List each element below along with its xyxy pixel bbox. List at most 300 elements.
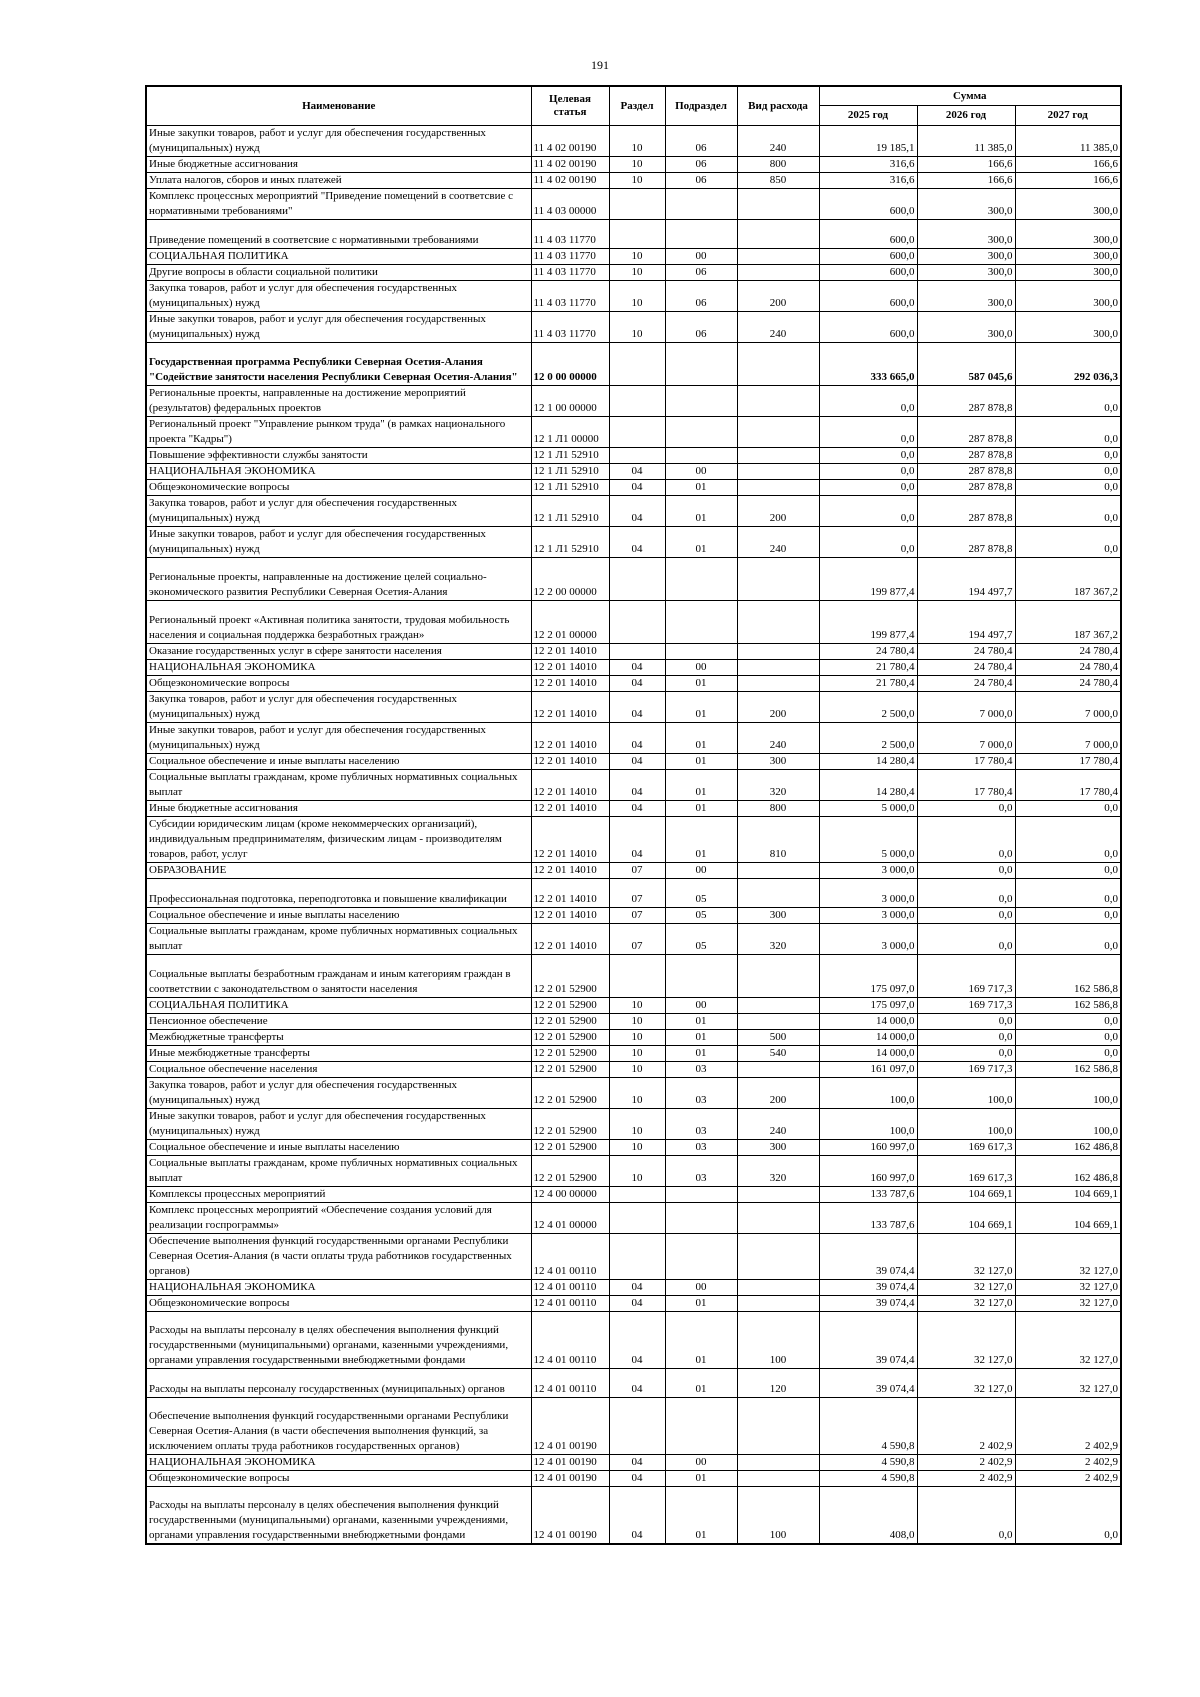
- row-expense-type: [737, 1280, 819, 1296]
- row-target-code: 12 2 01 52900: [531, 1156, 609, 1187]
- row-sum-2026: 194 497,7: [917, 601, 1015, 644]
- row-sum-2027: 300,0: [1015, 220, 1121, 249]
- row-name: Иные закупки товаров, работ и услуг для обеспечения государственных (муниципальных) нужд: [146, 1109, 531, 1140]
- row-sum-2025: 4 590,8: [819, 1455, 917, 1471]
- table-row: [146, 998, 1121, 1014]
- row-expense-type: [737, 601, 819, 644]
- table-row: [146, 417, 1121, 448]
- row-expense-type: [737, 644, 819, 660]
- row-sum-2027: 162 586,8: [1015, 998, 1121, 1014]
- row-sum-2026: 100,0: [917, 1109, 1015, 1140]
- row-sum-2025: 3 000,0: [819, 879, 917, 908]
- row-expense-type: [737, 879, 819, 908]
- row-sum-2026: 11 385,0: [917, 126, 1015, 157]
- row-target-code: 12 2 01 14010: [531, 692, 609, 723]
- row-sum-2026: 287 878,8: [917, 464, 1015, 480]
- row-subsection: 01: [665, 1312, 737, 1369]
- table-row: [146, 265, 1121, 281]
- table-row: [146, 480, 1121, 496]
- header-year-2026: 2026 год: [917, 106, 1015, 126]
- row-target-code: 12 2 01 52900: [531, 1014, 609, 1030]
- row-sum-2026: 166,6: [917, 173, 1015, 189]
- row-sum-2026: 0,0: [917, 908, 1015, 924]
- table-row: [146, 863, 1121, 879]
- row-section: [609, 1398, 665, 1455]
- row-sum-2026: 169 717,3: [917, 998, 1015, 1014]
- row-section: 04: [609, 527, 665, 558]
- row-sum-2026: 166,6: [917, 157, 1015, 173]
- row-sum-2026: 0,0: [917, 1487, 1015, 1544]
- row-sum-2025: 175 097,0: [819, 998, 917, 1014]
- row-sum-2025: 39 074,4: [819, 1312, 917, 1369]
- row-sum-2025: 199 877,4: [819, 558, 917, 601]
- row-expense-type: [737, 386, 819, 417]
- row-sum-2027: 32 127,0: [1015, 1312, 1121, 1369]
- row-sum-2025: 600,0: [819, 249, 917, 265]
- row-name: Социальные выплаты гражданам, кроме публичных нормативных социальных выплат: [146, 770, 531, 801]
- row-sum-2026: 300,0: [917, 312, 1015, 343]
- row-name: Иные бюджетные ассигнования: [146, 157, 531, 173]
- row-subsection: [665, 220, 737, 249]
- row-sum-2026: 169 717,3: [917, 955, 1015, 998]
- row-target-code: 11 4 02 00190: [531, 157, 609, 173]
- row-sum-2027: 0,0: [1015, 801, 1121, 817]
- row-sum-2025: 0,0: [819, 527, 917, 558]
- row-section: 10: [609, 1014, 665, 1030]
- row-subsection: 01: [665, 817, 737, 863]
- row-name: Региональный проект «Активная политика занятости, трудовая мобильность населения и социальная поддержка безработных граждан»: [146, 601, 531, 644]
- row-expense-type: [737, 249, 819, 265]
- table-row: [146, 386, 1121, 417]
- row-sum-2025: 3 000,0: [819, 908, 917, 924]
- table-row: [146, 1280, 1121, 1296]
- row-expense-type: [737, 189, 819, 220]
- row-sum-2025: 14 000,0: [819, 1046, 917, 1062]
- row-target-code: 12 2 01 14010: [531, 817, 609, 863]
- row-sum-2026: 287 878,8: [917, 386, 1015, 417]
- row-section: [609, 955, 665, 998]
- row-name: СОЦИАЛЬНАЯ ПОЛИТИКА: [146, 998, 531, 1014]
- row-sum-2027: 32 127,0: [1015, 1280, 1121, 1296]
- row-expense-type: 200: [737, 281, 819, 312]
- row-expense-type: [737, 1014, 819, 1030]
- table-row: [146, 955, 1121, 998]
- table-row: [146, 1062, 1121, 1078]
- header-expense-type: Вид расхода: [737, 86, 819, 126]
- page-number: 191: [591, 58, 609, 72]
- table-row: [146, 1078, 1121, 1109]
- row-sum-2025: 0,0: [819, 417, 917, 448]
- row-sum-2025: 4 590,8: [819, 1471, 917, 1487]
- row-sum-2027: 0,0: [1015, 924, 1121, 955]
- row-name: Социальные выплаты гражданам, кроме публичных нормативных социальных выплат: [146, 1156, 531, 1187]
- row-target-code: 11 4 02 00190: [531, 173, 609, 189]
- header-name: Наименование: [146, 86, 531, 126]
- row-sum-2026: 2 402,9: [917, 1455, 1015, 1471]
- row-expense-type: 300: [737, 1140, 819, 1156]
- row-sum-2027: 300,0: [1015, 249, 1121, 265]
- row-sum-2027: 0,0: [1015, 417, 1121, 448]
- row-section: 10: [609, 1030, 665, 1046]
- row-section: 04: [609, 754, 665, 770]
- row-name: НАЦИОНАЛЬНАЯ ЭКОНОМИКА: [146, 660, 531, 676]
- table-row: [146, 249, 1121, 265]
- row-section: 04: [609, 1369, 665, 1398]
- table-row: [146, 908, 1121, 924]
- row-subsection: 00: [665, 464, 737, 480]
- row-name: Региональный проект "Управление рынком труда" (в рамках национального проекта "Кадры"): [146, 417, 531, 448]
- row-sum-2025: 408,0: [819, 1487, 917, 1544]
- table-row: [146, 1030, 1121, 1046]
- row-subsection: [665, 417, 737, 448]
- row-sum-2025: 5 000,0: [819, 801, 917, 817]
- row-expense-type: [737, 343, 819, 386]
- row-name: Субсидии юридическим лицам (кроме некоммерческих организаций), индивидуальным предпринимателям, физическим лицам - производителям товаров, работ, услуг: [146, 817, 531, 863]
- row-sum-2025: 600,0: [819, 220, 917, 249]
- row-expense-type: [737, 1062, 819, 1078]
- row-expense-type: 800: [737, 801, 819, 817]
- row-sum-2025: 0,0: [819, 386, 917, 417]
- row-sum-2025: 600,0: [819, 189, 917, 220]
- table-row: [146, 173, 1121, 189]
- row-section: 04: [609, 723, 665, 754]
- table-row: [146, 496, 1121, 527]
- row-name: Закупка товаров, работ и услуг для обеспечения государственных (муниципальных) нужд: [146, 496, 531, 527]
- row-subsection: 06: [665, 173, 737, 189]
- row-target-code: 12 4 01 00190: [531, 1398, 609, 1455]
- row-sum-2027: 100,0: [1015, 1109, 1121, 1140]
- table-row: [146, 1312, 1121, 1369]
- row-section: 07: [609, 863, 665, 879]
- row-expense-type: [737, 1234, 819, 1280]
- row-name: Иные межбюджетные трансферты: [146, 1046, 531, 1062]
- row-subsection: 00: [665, 1455, 737, 1471]
- row-name: Расходы на выплаты персоналу в целях обеспечения выполнения функций государственными (муниципальными) органами, казенными учреждениями, органами управления государственными внебюджетными фондами: [146, 1487, 531, 1544]
- row-expense-type: 800: [737, 157, 819, 173]
- row-sum-2027: 0,0: [1015, 480, 1121, 496]
- row-section: 04: [609, 770, 665, 801]
- row-sum-2027: 162 586,8: [1015, 955, 1121, 998]
- row-sum-2025: 0,0: [819, 496, 917, 527]
- row-sum-2025: 160 997,0: [819, 1140, 917, 1156]
- row-target-code: 11 4 03 11770: [531, 312, 609, 343]
- row-name: Профессиональная подготовка, переподготовка и повышение квалификации: [146, 879, 531, 908]
- table-row: [146, 660, 1121, 676]
- row-target-code: 12 1 Л1 52910: [531, 527, 609, 558]
- row-section: 04: [609, 1487, 665, 1544]
- row-sum-2026: 287 878,8: [917, 448, 1015, 464]
- row-name: Общеэкономические вопросы: [146, 1296, 531, 1312]
- row-subsection: [665, 1234, 737, 1280]
- row-sum-2025: 0,0: [819, 480, 917, 496]
- row-section: 04: [609, 801, 665, 817]
- row-subsection: 01: [665, 480, 737, 496]
- row-subsection: 06: [665, 126, 737, 157]
- row-sum-2027: 17 780,4: [1015, 770, 1121, 801]
- row-expense-type: 240: [737, 312, 819, 343]
- row-expense-type: 240: [737, 1109, 819, 1140]
- row-sum-2025: 161 097,0: [819, 1062, 917, 1078]
- row-expense-type: [737, 863, 819, 879]
- row-sum-2025: 24 780,4: [819, 644, 917, 660]
- table-row: [146, 189, 1121, 220]
- row-name: Социальное обеспечение населения: [146, 1062, 531, 1078]
- row-expense-type: [737, 265, 819, 281]
- row-target-code: 12 4 01 00110: [531, 1369, 609, 1398]
- row-sum-2026: 32 127,0: [917, 1234, 1015, 1280]
- row-target-code: 12 2 01 14010: [531, 723, 609, 754]
- row-target-code: 11 4 03 11770: [531, 265, 609, 281]
- row-expense-type: [737, 1187, 819, 1203]
- row-expense-type: [737, 955, 819, 998]
- row-section: 04: [609, 676, 665, 692]
- row-sum-2027: 187 367,2: [1015, 601, 1121, 644]
- row-expense-type: [737, 1203, 819, 1234]
- row-expense-type: 300: [737, 908, 819, 924]
- row-sum-2025: 14 000,0: [819, 1014, 917, 1030]
- row-expense-type: 810: [737, 817, 819, 863]
- row-subsection: 01: [665, 1014, 737, 1030]
- row-section: 04: [609, 1312, 665, 1369]
- row-sum-2027: 17 780,4: [1015, 754, 1121, 770]
- row-name: Общеэкономические вопросы: [146, 480, 531, 496]
- row-name: Закупка товаров, работ и услуг для обеспечения государственных (муниципальных) нужд: [146, 281, 531, 312]
- row-target-code: 12 4 00 00000: [531, 1187, 609, 1203]
- row-name: Повышение эффективности службы занятости: [146, 448, 531, 464]
- row-subsection: [665, 448, 737, 464]
- table-row: [146, 676, 1121, 692]
- table-row: [146, 644, 1121, 660]
- row-target-code: 12 2 01 14010: [531, 660, 609, 676]
- row-subsection: 01: [665, 1030, 737, 1046]
- row-section: 10: [609, 1140, 665, 1156]
- row-sum-2025: 14 280,4: [819, 754, 917, 770]
- row-sum-2027: 0,0: [1015, 527, 1121, 558]
- table-row: [146, 558, 1121, 601]
- row-sum-2026: 0,0: [917, 801, 1015, 817]
- row-subsection: 03: [665, 1156, 737, 1187]
- row-name: Социальное обеспечение и иные выплаты населению: [146, 1140, 531, 1156]
- row-sum-2026: 169 617,3: [917, 1140, 1015, 1156]
- row-sum-2025: 14 280,4: [819, 770, 917, 801]
- row-section: 04: [609, 1455, 665, 1471]
- row-subsection: 01: [665, 1471, 737, 1487]
- table-row: [146, 1203, 1121, 1234]
- row-target-code: 12 2 01 00000: [531, 601, 609, 644]
- row-name: Расходы на выплаты персоналу государственных (муниципальных) органов: [146, 1369, 531, 1398]
- table-row: [146, 1109, 1121, 1140]
- row-section: 10: [609, 312, 665, 343]
- row-name: Социальное обеспечение и иные выплаты населению: [146, 908, 531, 924]
- row-subsection: [665, 558, 737, 601]
- row-sum-2026: 32 127,0: [917, 1280, 1015, 1296]
- row-target-code: 11 4 03 00000: [531, 189, 609, 220]
- row-subsection: 06: [665, 312, 737, 343]
- row-subsection: [665, 955, 737, 998]
- row-expense-type: 320: [737, 770, 819, 801]
- table-row: [146, 1014, 1121, 1030]
- row-sum-2026: 287 878,8: [917, 417, 1015, 448]
- row-target-code: 12 2 01 14010: [531, 863, 609, 879]
- row-section: 04: [609, 496, 665, 527]
- row-sum-2027: 0,0: [1015, 1030, 1121, 1046]
- row-sum-2025: 2 500,0: [819, 692, 917, 723]
- row-sum-2025: 14 000,0: [819, 1030, 917, 1046]
- row-target-code: 12 1 Л1 52910: [531, 448, 609, 464]
- row-name: Комплексы процессных мероприятий: [146, 1187, 531, 1203]
- row-sum-2027: 0,0: [1015, 464, 1121, 480]
- row-name: Пенсионное обеспечение: [146, 1014, 531, 1030]
- row-sum-2026: 32 127,0: [917, 1369, 1015, 1398]
- row-sum-2025: 133 787,6: [819, 1203, 917, 1234]
- row-subsection: [665, 601, 737, 644]
- row-target-code: 12 2 01 14010: [531, 770, 609, 801]
- header-target: Целевая статья: [531, 86, 609, 126]
- row-name: НАЦИОНАЛЬНАЯ ЭКОНОМИКА: [146, 464, 531, 480]
- row-subsection: [665, 343, 737, 386]
- row-name: ОБРАЗОВАНИЕ: [146, 863, 531, 879]
- row-section: [609, 220, 665, 249]
- row-sum-2025: 333 665,0: [819, 343, 917, 386]
- row-target-code: 12 0 00 00000: [531, 343, 609, 386]
- header-year-2027: 2027 год: [1015, 106, 1121, 126]
- table-row: [146, 754, 1121, 770]
- row-subsection: 06: [665, 265, 737, 281]
- row-section: 04: [609, 817, 665, 863]
- table-row: [146, 1398, 1121, 1455]
- row-sum-2026: 194 497,7: [917, 558, 1015, 601]
- row-section: [609, 386, 665, 417]
- row-name: Общеэкономические вопросы: [146, 1471, 531, 1487]
- row-expense-type: 100: [737, 1487, 819, 1544]
- row-sum-2025: 600,0: [819, 281, 917, 312]
- row-subsection: 00: [665, 249, 737, 265]
- row-sum-2026: 169 617,3: [917, 1156, 1015, 1187]
- row-sum-2026: 0,0: [917, 1014, 1015, 1030]
- row-target-code: 12 4 01 00110: [531, 1280, 609, 1296]
- row-sum-2025: 5 000,0: [819, 817, 917, 863]
- row-sum-2027: 2 402,9: [1015, 1471, 1121, 1487]
- row-target-code: 12 2 01 14010: [531, 754, 609, 770]
- row-subsection: 01: [665, 1296, 737, 1312]
- row-name: Иные закупки товаров, работ и услуг для обеспечения государственных (муниципальных) нужд: [146, 126, 531, 157]
- row-subsection: [665, 644, 737, 660]
- row-section: [609, 189, 665, 220]
- row-name: Комплекс процессных мероприятий «Обеспечение создания условий для реализации госпрограммы»: [146, 1203, 531, 1234]
- row-subsection: [665, 386, 737, 417]
- row-subsection: 01: [665, 754, 737, 770]
- row-sum-2027: 104 669,1: [1015, 1203, 1121, 1234]
- table-row: [146, 770, 1121, 801]
- header-section: Раздел: [609, 86, 665, 126]
- row-target-code: 12 2 01 14010: [531, 644, 609, 660]
- row-target-code: 12 2 01 14010: [531, 924, 609, 955]
- row-sum-2027: 0,0: [1015, 386, 1121, 417]
- row-sum-2027: 0,0: [1015, 496, 1121, 527]
- row-target-code: 12 2 01 52900: [531, 1062, 609, 1078]
- row-target-code: 12 1 Л1 52910: [531, 464, 609, 480]
- table-row: [146, 220, 1121, 249]
- row-name: Региональные проекты, направленные на достижение целей социально-экономического развития Республики Северная Осетия-Алания: [146, 558, 531, 601]
- row-section: [609, 448, 665, 464]
- row-sum-2026: 100,0: [917, 1078, 1015, 1109]
- row-sum-2026: 0,0: [917, 1030, 1015, 1046]
- row-target-code: 12 2 01 14010: [531, 879, 609, 908]
- row-section: 10: [609, 1062, 665, 1078]
- row-name: Оказание государственных услуг в сфере занятости населения: [146, 644, 531, 660]
- row-sum-2026: 7 000,0: [917, 723, 1015, 754]
- row-sum-2027: 32 127,0: [1015, 1234, 1121, 1280]
- row-expense-type: 540: [737, 1046, 819, 1062]
- row-target-code: 12 2 01 14010: [531, 801, 609, 817]
- row-expense-type: [737, 998, 819, 1014]
- row-expense-type: 240: [737, 527, 819, 558]
- row-name: НАЦИОНАЛЬНАЯ ЭКОНОМИКА: [146, 1280, 531, 1296]
- row-target-code: 12 4 01 00110: [531, 1312, 609, 1369]
- row-sum-2027: 0,0: [1015, 908, 1121, 924]
- row-sum-2027: 300,0: [1015, 189, 1121, 220]
- table-row: [146, 448, 1121, 464]
- table-row: [146, 1187, 1121, 1203]
- table-row: [146, 924, 1121, 955]
- row-section: 04: [609, 464, 665, 480]
- row-target-code: 12 2 01 14010: [531, 908, 609, 924]
- row-sum-2026: 287 878,8: [917, 496, 1015, 527]
- row-sum-2026: 17 780,4: [917, 754, 1015, 770]
- row-target-code: 11 4 03 11770: [531, 220, 609, 249]
- row-name: Социальное обеспечение и иные выплаты населению: [146, 754, 531, 770]
- row-sum-2027: 2 402,9: [1015, 1455, 1121, 1471]
- row-sum-2026: 169 717,3: [917, 1062, 1015, 1078]
- table-row: [146, 527, 1121, 558]
- table-row: [146, 723, 1121, 754]
- row-subsection: 05: [665, 879, 737, 908]
- row-subsection: 01: [665, 1046, 737, 1062]
- row-expense-type: 240: [737, 126, 819, 157]
- row-name: Региональные проекты, направленные на достижение мероприятий (результатов) федеральных проектов: [146, 386, 531, 417]
- row-sum-2027: 104 669,1: [1015, 1187, 1121, 1203]
- row-section: 07: [609, 908, 665, 924]
- row-target-code: 11 4 03 11770: [531, 249, 609, 265]
- table-body: [146, 126, 1121, 1544]
- row-sum-2027: 0,0: [1015, 817, 1121, 863]
- row-expense-type: [737, 448, 819, 464]
- table-row: [146, 1156, 1121, 1187]
- row-target-code: 12 2 01 52900: [531, 955, 609, 998]
- row-name: Обеспечение выполнения функций государственными органами Республики Северная Осетия-Алания (в части обеспечения выполнения функций, за исключением оплаты труда работников государственных органов): [146, 1398, 531, 1455]
- row-sum-2027: 24 780,4: [1015, 644, 1121, 660]
- row-expense-type: 500: [737, 1030, 819, 1046]
- row-target-code: 12 1 Л1 00000: [531, 417, 609, 448]
- table-row: [146, 1471, 1121, 1487]
- row-subsection: 01: [665, 723, 737, 754]
- row-target-code: 12 4 01 00110: [531, 1296, 609, 1312]
- table-row: [146, 1487, 1121, 1544]
- row-sum-2027: 32 127,0: [1015, 1369, 1121, 1398]
- row-sum-2027: 300,0: [1015, 265, 1121, 281]
- row-subsection: 01: [665, 496, 737, 527]
- row-subsection: 03: [665, 1109, 737, 1140]
- row-target-code: 11 4 03 11770: [531, 281, 609, 312]
- row-sum-2026: 104 669,1: [917, 1187, 1015, 1203]
- row-target-code: 12 1 00 00000: [531, 386, 609, 417]
- row-name: Социальные выплаты безработным гражданам и иным категориям граждан в соответствии с законодательством о занятости населения: [146, 955, 531, 998]
- row-section: 04: [609, 1296, 665, 1312]
- row-section: [609, 1234, 665, 1280]
- row-name: Расходы на выплаты персоналу в целях обеспечения выполнения функций государственными (муниципальными) органами, казенными учреждениями, органами управления государственными внебюджетными фондами: [146, 1312, 531, 1369]
- row-subsection: 03: [665, 1078, 737, 1109]
- row-section: 07: [609, 879, 665, 908]
